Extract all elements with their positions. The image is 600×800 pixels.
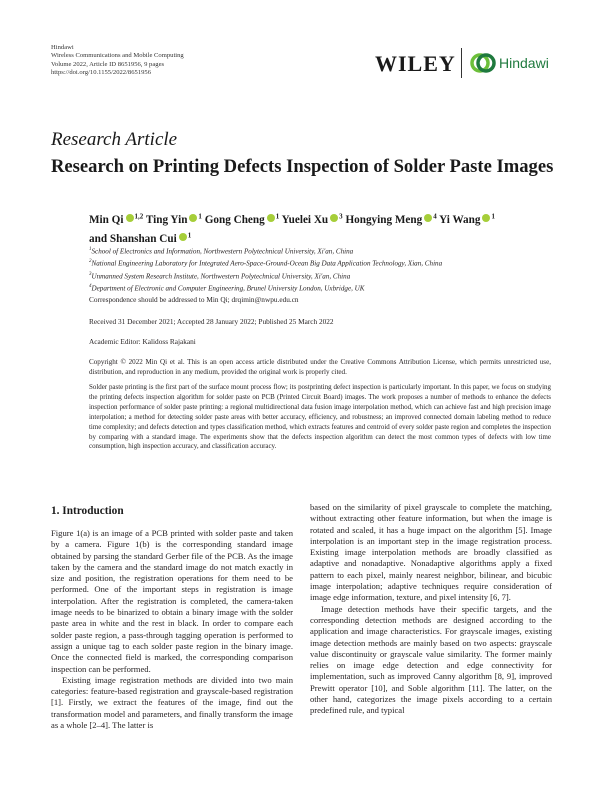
orcid-icon[interactable]	[189, 214, 197, 222]
affiliation: $^1$School of Electronics and Information, Northwestern Polytechnical University, Xi'an, China	[89, 247, 354, 256]
author	[205, 214, 280, 226]
paragraph: Image detection methods have their specific targets, and the corresponding detection methods are designed according to the application and image characteristics. For grayscale images, existing image detection methods are mainly based on two aspects: grayscale value discontinuity or grayscale value similarity. The former mainly relies on image edge detection and edge connectivity for implementation, such as improved Canny algorithm [8, 9], improved Prewitt operator [10], and Soble algorithm [11]. The latter, on the other hand, categorizes the image pixels according to a certain predefined rule, and typical	[310, 603, 552, 716]
author-affiliation-mark: 3	[339, 212, 343, 220]
author-name: Hongying Meng	[345, 213, 423, 226]
author: and Shanshan Cui $^1$	[89, 231, 192, 246]
hindawi-logo-icon	[469, 49, 497, 77]
copyright-notice: Copyright © 2022 Min Qi et al. This is an open access article distributed under the Creative Commons Attribution License, which permits unrestricted use, distribution, and reproduction in any medium, provided the original work is properly cited.	[89, 358, 551, 377]
journal-info	[51, 44, 184, 77]
volume-info: Volume 2022, Article ID 8651956, 9 pages	[51, 60, 165, 68]
author-affiliation-mark: 1	[187, 231, 192, 240]
received-dates: Received 31 December 2021; Accepted 28 January 2022; Published 25 March 2022	[89, 317, 334, 326]
author	[439, 214, 495, 226]
abstract: Solder paste printing is the first part of the surface mount process flow; its postprinting defect inspection is particularly important. In this paper, we focus on studying the printing defects inspection algorithm for solder paste on PCB (Printed Circuit Board) images. The work proposes a number of methods to enhance the defects inspection performance of solder paste printing: a regional multidirectional data fusion image interpolation method, which can achieve fast and high precision image interpolation; a method for detecting solder paste areas with better accuracy, efficiency, and robustness; an improved connected domain labeling method to reduce time complexity; and defects detection and types classification method, which extracts features and centroid of every solder paste region and completes the inspection by comparing with a standard image. The experiments show that the defects inspection algorithm can detect the most common types of defects with low time consumption, high inspection accuracy, and classification accuracy.	[89, 383, 551, 451]
orcid-icon[interactable]	[482, 214, 490, 222]
author-name: Gong Cheng	[204, 213, 265, 226]
orcid-icon[interactable]	[267, 214, 275, 222]
affiliation: $^2$National Engineering Laboratory for Integrated Aero-Space-Ground-Ocean Big Data Application Technology, Xian, China	[89, 259, 443, 268]
section-heading: 1. Introduction	[51, 505, 124, 517]
author-affiliation-mark: 1	[198, 212, 202, 220]
affiliation: $^3$Unmanned System Research Institute, Northwestern Polytechnical University, Xi'an, China	[89, 271, 351, 280]
logo-divider	[461, 48, 462, 78]
orcid-icon[interactable]	[126, 214, 134, 222]
author-affiliation-mark: 1	[275, 212, 280, 220]
publisher-name: Hindawi	[51, 44, 74, 51]
author-list	[89, 208, 559, 247]
author-name: Shanshan Cui	[109, 233, 177, 246]
orcid-icon[interactable]	[424, 214, 432, 222]
author-name: Yi Wang	[439, 213, 481, 226]
right-column	[310, 502, 552, 717]
author-affiliation-mark: 1,2	[134, 212, 144, 220]
wiley-logo: WILEY	[375, 51, 456, 76]
author-name: Yuelei Xu	[281, 213, 329, 226]
article-title: Research on Printing Defects Inspection of Solder Paste Images	[51, 156, 554, 177]
author	[282, 214, 343, 226]
orcid-icon[interactable]	[330, 214, 338, 222]
journal-name: Wireless Communications and Mobile Computing	[51, 52, 184, 60]
left-column	[51, 528, 293, 731]
correspondence: Correspondence should be addressed to Min Qi; drqimin@nwpu.edu.cn	[89, 295, 299, 304]
paragraph: Existing image registration methods are divided into two main categories: feature-based registration and grayscale-based registration [1]. Firstly, we extract the features of the image, find out the transformation model and parameters, and finally transform the image as a whole [2–4]. The latter is	[51, 674, 293, 731]
affiliation: $^4$Department of Electronic and Computer Engineering, Brunel University London, Uxbridge, UK	[89, 283, 365, 293]
author-name: Min Qi	[89, 213, 124, 226]
author	[89, 214, 143, 226]
doi-link[interactable]: https://doi.org/10.1155/2022/8651956	[51, 68, 152, 76]
affiliation-list	[89, 245, 569, 294]
author-affiliation-mark: 1	[491, 212, 495, 220]
author-affiliation-mark: 4	[433, 212, 437, 220]
paragraph: based on the similarity of pixel grayscale to complete the matching, without extracting other feature information, but when the image is rotated and scaled, it has a huge impact on the algorithm [5]. Image interpolation is an important step in the image registration process. Existing image interpolation methods are broadly classified as adaptive and nonadaptive. Nonadaptive algorithms apply a fixed pattern to each pixel, mainly nearest neighbor, bilinear, and bicubic image interpolation; adaptive techniques require consideration of image edge information, texture, and pixel intensity [6, 7].	[310, 502, 552, 603]
author	[345, 214, 436, 226]
author-name: Ting Yin	[145, 213, 188, 226]
academic-editor: Academic Editor: Kalidoss Rajakani	[89, 337, 196, 346]
author	[146, 214, 202, 226]
article-type: Research Article	[51, 129, 178, 150]
paragraph: Figure 1(a) is an image of a PCB printed with solder paste and taken by a camera. Figure 1(b) is the corresponding standard image obtained by parsing the standard Gerber file of the PCB. As the image taken by the camera and the standard image do not match exactly in size and position, the registration operations for them need to be performed. One of the important steps in registration is image interpolation. After the registration is completed, the camera-taken image needs to be binarized to obtain a binary image with the solder paste area in white and the rest in black. In order to compare each solder paste region, a pass-through tagging operation is performed to assign a unique tag to each solder paste region in the binary image. Once the connected field is marked, the corresponding comparison inspection can be performed.	[51, 528, 293, 674]
hindawi-wordmark: Hindawi	[499, 55, 549, 71]
orcid-icon[interactable]	[179, 233, 187, 241]
